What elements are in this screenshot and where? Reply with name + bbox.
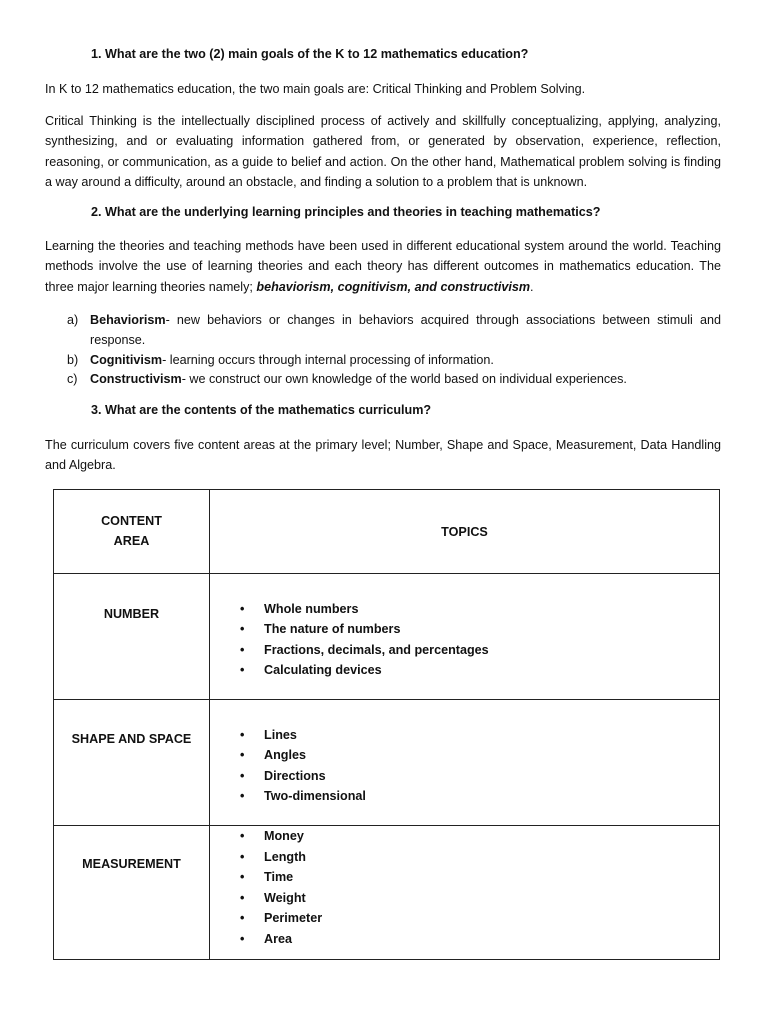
topics-cell — [210, 826, 720, 960]
topics-list — [210, 826, 719, 949]
table-row — [54, 574, 720, 700]
table-row — [54, 700, 720, 826]
list-marker: c) — [67, 372, 78, 387]
topic-item: • Angles — [240, 745, 719, 766]
header-topics: TOPICS — [210, 490, 720, 574]
topic-item: • Weight — [240, 888, 719, 909]
list-item — [45, 351, 721, 371]
question-3: 3. What are the contents of the mathematics curriculum? — [91, 403, 432, 417]
topic-item: • Whole numbers — [240, 599, 719, 620]
answer-1-intro: In K to 12 mathematics education, the two main goals are: Critical Thinking and Problem Solving. — [45, 82, 586, 96]
theory-description: - new behaviors or changes in behaviors acquired through associations between stimuli and response. — [90, 313, 721, 347]
topic-item: • Two-dimensional — [240, 786, 719, 807]
question-1: 1. What are the two (2) main goals of the K to 12 mathematics education? — [91, 47, 529, 61]
topic-item: • Fractions, decimals, and percentages — [240, 640, 719, 661]
topics-cell — [210, 700, 720, 826]
topics-list — [210, 599, 719, 681]
topic-item: • Directions — [240, 766, 719, 787]
topic-item: • Calculating devices — [240, 660, 719, 681]
theory-list — [45, 311, 721, 390]
theories-emphasis: behaviorism, cognitivism, and constructivism — [256, 279, 531, 294]
topic-item: • Perimeter — [240, 908, 719, 929]
content-areas-table — [53, 489, 720, 960]
topic-item: • Lines — [240, 725, 719, 746]
list-item — [45, 370, 721, 390]
answer-1-definition: Critical Thinking is the intellectually disciplined process of actively and skillfully conceptualizing, applying, analyzing, synthesizing, and or evaluating information gathered from, or generated by observation, experience, reflection, reasoning, or communication, as a guide to belief and action. On the other hand, Mathematical problem solving is finding a way around a difficulty, around an obstacle, and finding a solution to a problem that is unknown. — [45, 114, 721, 189]
answer-2-intro — [45, 236, 721, 297]
list-marker: b) — [67, 352, 79, 367]
answer-2-intro-end: . — [530, 279, 534, 294]
topic-item: • Time — [240, 867, 719, 888]
theory-description: - learning occurs through internal processing of information. — [162, 352, 494, 367]
topic-item: • Money — [240, 826, 719, 847]
theory-term: Cognitivism — [90, 352, 163, 367]
theory-description: - we construct our own knowledge of the world based on individual experiences. — [181, 372, 627, 387]
question-2: 2. What are the underlying learning principles and theories in teaching mathematics? — [91, 205, 601, 219]
topic-item: • The nature of numbers — [240, 619, 719, 640]
topics-cell — [210, 574, 720, 700]
content-area-cell: MEASUREMENT — [54, 826, 210, 960]
table-row — [54, 826, 720, 960]
header-content-area-line-2: AREA — [113, 533, 150, 548]
answer-3-intro: The curriculum covers five content areas at the primary level; Number, Shape and Space, Measurement, Data Handling and Algebra. — [45, 438, 721, 473]
content-area-cell: NUMBER — [54, 574, 210, 700]
list-marker: a) — [67, 313, 79, 327]
topic-item: • Area — [240, 929, 719, 950]
theory-term: Behaviorism — [90, 313, 166, 327]
header-content-area — [54, 490, 210, 574]
theory-term: Constructivism — [90, 372, 182, 387]
topic-item: • Length — [240, 847, 719, 868]
list-item — [45, 311, 721, 351]
header-content-area-line-1: CONTENT — [101, 514, 162, 528]
answer-2-intro-text: Learning the theories and teaching methods have been used in different educational system around the world. Teaching methods involve the use of learning theories and each theory has different outcomes in mathematics education. The three major learning theories namely; — [45, 239, 721, 294]
table-header-row — [54, 490, 720, 574]
topics-list — [210, 725, 719, 807]
content-area-cell: SHAPE AND SPACE — [54, 700, 210, 826]
